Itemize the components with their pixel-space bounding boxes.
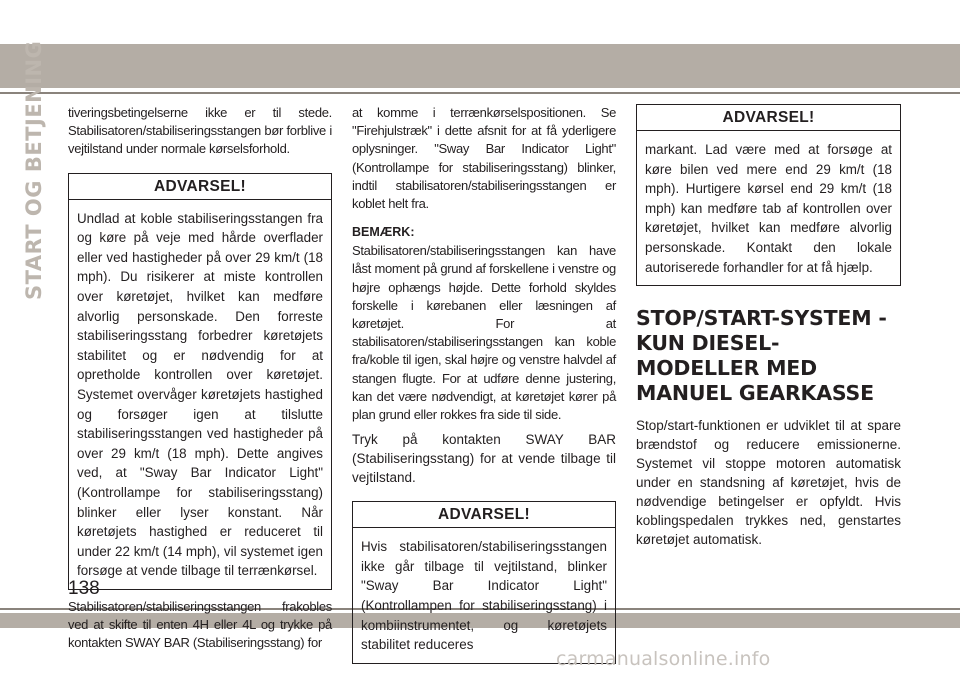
disconnect-paragraph: Stabilisatoren/stabiliseringsstangen frakobles ved at skifte til enten 4H eller 4L og trykke på kontakten SWAY BAR (Stabiliseringsstang) for <box>68 598 332 651</box>
note-paragraph: Stabilisatoren/stabiliseringsstangen kan have låst moment på grund af forskellene i venstre og højre ophængs højde. Dette forhold skyldes forskelle i kørebanen eller læsningen af køretøjet. For at stabilisatoren/stabiliseringsstangen kan koble fra/koble til igen, skal højre og venstre halvdel af stangen flugte. For at udføre denne justering, kan det være nødvendigt, at køretøjet kører på plan grund eller rokkes fra side til side. <box>352 243 616 423</box>
warning-title-3: ADVARSEL! <box>637 105 900 131</box>
chapter-side-tab: START OG BETJENING <box>22 40 46 300</box>
top-divider-line <box>0 92 960 94</box>
warning-title-2: ADVARSEL! <box>353 502 615 528</box>
return-road-paragraph: Tryk på kontakten SWAY BAR (Stabiliseringsstang) for at vende tilbage til vejtilstand. <box>352 432 616 486</box>
warning-box-3 <box>636 104 901 286</box>
warning-title-1: ADVARSEL! <box>69 174 331 200</box>
section-heading: STOP/START-SYSTEM - KUN DIESEL-MODELLER MED MANUEL GEARKASSE <box>636 306 887 406</box>
stop-start-paragraph: Stop/start-funktionen er udviklet til at spare brændstof og reducere emissionerne. Systemet vil stoppe motoren automatisk under en standsning af køretøjet, hvis de nødvendige betingelser er opfyldt. Hvis koblingspedalen trykkes ned, genstartes køretøjet automatisk. <box>636 418 901 548</box>
column-middle <box>352 104 616 672</box>
column-right <box>636 104 901 549</box>
warning-box-1 <box>68 173 332 590</box>
note-heading: BEMÆRK: <box>352 225 415 240</box>
warning-text-1: Undlad at koble stabiliseringsstangen fra og køre på veje med hårde overflader eller ved hastigheder på over 29 km/t (18 mph). Du risikerer at miste kontrollen over køretøjet, hvilket kan medføre alvorlig personskade. Den forreste stabiliseringsstang forbedrer køretøjets stabilitet og er nødvendig for at opretholde kontrollen over køretøjet. Systemet overvåger køretøjets hastighed og forsøger igen at tilslutte stabiliseringsstangen ved hastigheder på over 29 km/t (18 mph). Dette angives ved, at "Sway Bar Indicator Light" (Kontrollampe for stabiliseringsstang) blinker eller lyser konstant. Når køretøjets hastighed er reduceret til under 22 km/t (14 mph), vil systemet igen forsøge at vende tilbage til terrænkørsel. <box>77 210 323 579</box>
warning-box-2 <box>352 501 616 664</box>
offroad-paragraph: at komme i terrænkørselspositionen. Se "Firehjulstræk" i dette afsnit for at få yderligere oplysninger. "Sway Bar Indicator Light" (Kontrollampe for stabiliseringsstang) blinker, indtil stabilisatoren/stabiliseringsstangen er koblet helt fra. <box>352 105 616 212</box>
intro-paragraph: tiveringsbetingelserne ikke er til stede. Stabilisatoren/stabiliseringsstangen bør forblive i vejtilstand under normale kørselsforhold. <box>68 105 332 157</box>
column-left <box>68 104 332 653</box>
top-header-band <box>0 44 960 88</box>
warning-text-3: markant. Lad være med at forsøge at køre bilen ved mere end 29 km/t (18 mph). Hurtigere kørsel end 29 km/t (18 mph) kan medføre tab af kontrollen over køretøjet, hvilket kan medføre alvorlig personskade. Kontakt den lokale autoriserede forhandler for at få hjælp. <box>645 142 892 275</box>
warning-text-2: Hvis stabilisatoren/stabiliseringsstangen ikke går tilbage til vejtilstand, blinker "Sway Bar Indicator Light" (Kontrollampen for stabiliseringsstang) i kombiinstrumentet, og køretøjets stabilitet reduceres <box>361 539 607 653</box>
page-number: 138 <box>68 578 100 599</box>
watermark-text: carmanualsonline.info <box>556 648 771 670</box>
